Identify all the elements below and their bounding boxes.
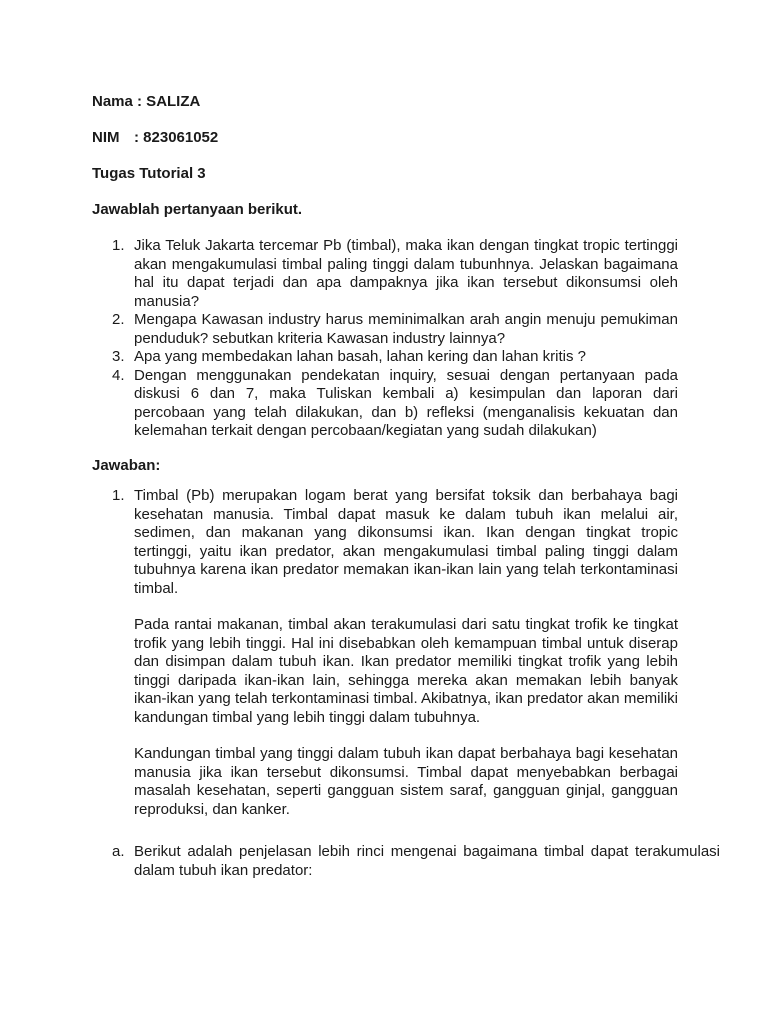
question-number: 4. — [112, 366, 125, 384]
question-item — [92, 348, 678, 367]
answer-item — [92, 487, 678, 819]
nim-value: : 823061052 — [134, 129, 219, 146]
question-item — [92, 237, 678, 311]
question-text: Jika Teluk Jakarta tercemar Pb (timbal), maka ikan dengan tingkat tropic tertinggi akan mengakumulasi timbal paling tinggi dalam tubunhnya. Jelaskan bagaimana hal itu dapat terjadi dan apa dampaknya jika ikan tersebut dikonsumsi oleh manusia? — [134, 237, 678, 310]
question-item — [92, 367, 678, 441]
sub-point-text: Berikut adalah penjelasan lebih rinci mengenai bagaimana timbal dapat terakumulasi dalam tubuh ikan predator: — [134, 843, 720, 879]
assignment-title: Tugas Tutorial 3 — [92, 165, 206, 182]
question-number: 2. — [112, 311, 125, 328]
sub-point-marker: a. — [112, 843, 125, 860]
question-item — [92, 311, 678, 348]
nim-label: NIM — [92, 129, 120, 146]
answer-number: 1. — [112, 487, 125, 504]
student-name: Nama : SALIZA — [92, 93, 201, 110]
student-nim — [92, 129, 218, 147]
question-number: 3. — [112, 348, 125, 365]
sub-point-a — [92, 843, 720, 880]
answers-heading: Jawaban: — [92, 457, 161, 474]
instruction-heading: Jawablah pertanyaan berikut. — [92, 201, 303, 218]
question-text: Mengapa Kawasan industry harus meminimalkan arah angin menuju pemukiman penduduk? sebutkan kriteria Kawasan industry lainnya? — [134, 311, 678, 347]
answer-list — [92, 487, 678, 819]
answer-paragraph: Timbal (Pb) merupakan logam berat yang bersifat toksik dan berbahaya bagi kesehatan manusia. Timbal dapat masuk ke dalam tubuh ikan melalui air, sedimen, dan makanan yang dikonsumsi ikan. Ikan dengan tingkat tropic tertinggi, yaitu ikan predator, akan mengakumulasi timbal paling tinggi dalam tubuhnya karena ikan predator memakan ikan-ikan lain yang telah terkontaminasi timbal. — [134, 487, 678, 597]
question-number: 1. — [112, 237, 125, 254]
answer-paragraph: Kandungan timbal yang tinggi dalam tubuh ikan dapat berbahaya bagi kesehatan manusia jika ikan tersebut dikonsumsi. Timbal dapat menyebabkan berbagai masalah kesehatan, seperti gangguan sistem saraf, gangguan ginjal, gangguan reproduksi, dan kanker. — [134, 745, 678, 818]
question-text: Dengan menggunakan pendekatan inquiry, sesuai dengan pertanyaan pada diskusi 6 dan 7, maka Tuliskan kembali a) kesimpulan dan laporan dari percobaan yang telah dilakukan, dan b) refleksi (menganalisis kekuatan dan kelemahan terkait dengan percobaan/kegiatan yang sudah dilakukan) — [134, 366, 678, 439]
question-text: Apa yang membedakan lahan basah, lahan kering dan lahan kritis ? — [134, 348, 586, 365]
question-list — [92, 237, 678, 441]
answer-paragraph: Pada rantai makanan, timbal akan terakumulasi dari satu tingkat trofik ke tingkat trofik yang lebih tinggi. Hal ini disebabkan oleh kemampuan timbal untuk diserap dan disimpan dalam tubuh ikan. Ikan predator memiliki tingkat trofik yang lebih tinggi daripada ikan-ikan lain, sehingga mereka akan memakan lebih banyak ikan-ikan yang telah terkontaminasi timbal. Akibatnya, ikan predator akan memiliki kandungan timbal yang lebih tinggi dalam tubuhnya. — [134, 616, 678, 726]
